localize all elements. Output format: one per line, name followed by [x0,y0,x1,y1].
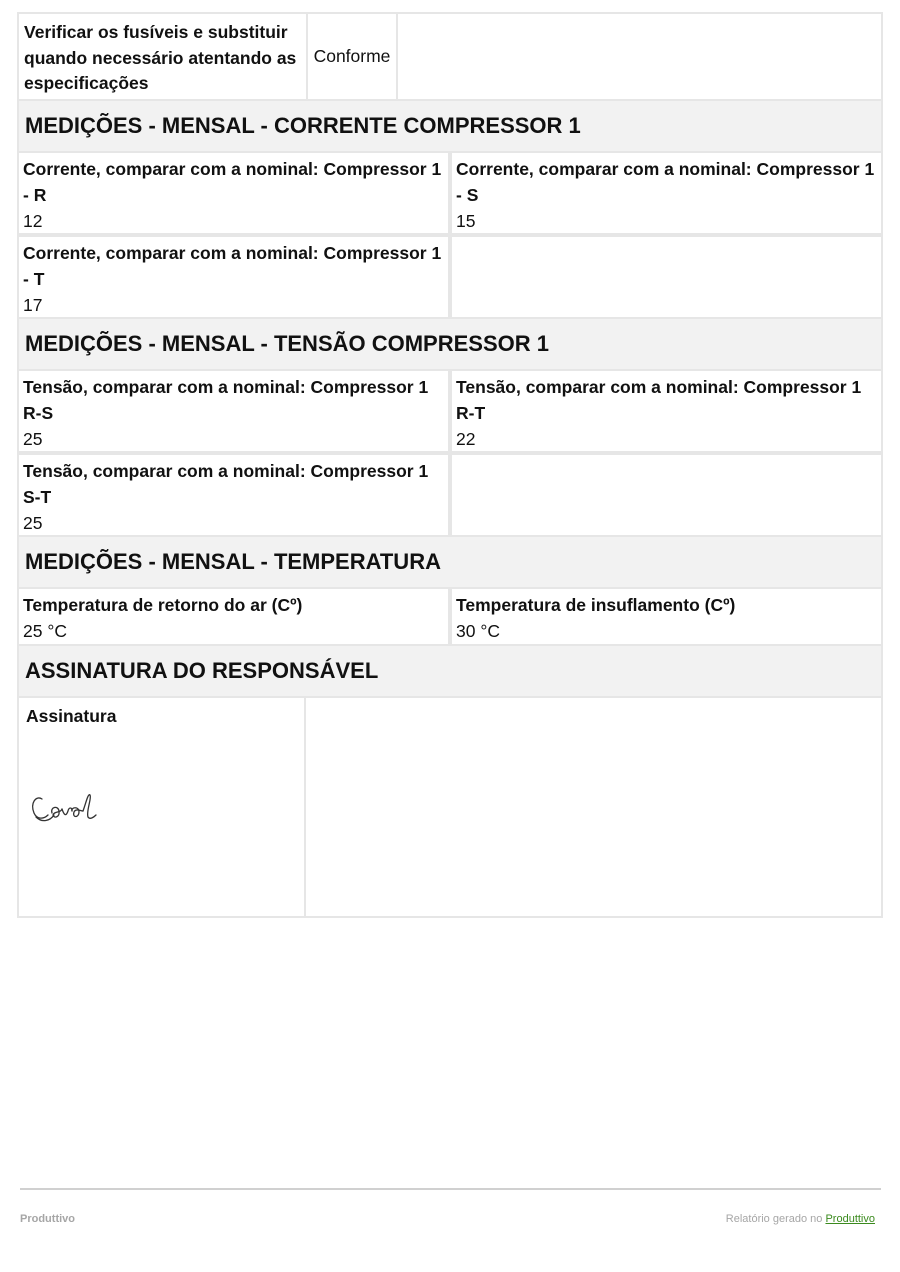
section-title-assinatura: ASSINATURA DO RESPONSÁVEL [17,646,883,696]
measurement-cell [17,151,450,235]
measurement-cell [450,151,883,235]
checklist-row [17,12,883,101]
checklist-item-notes [398,14,881,99]
section-title-tensao: MEDIÇÕES - MENSAL - TENSÃO COMPRESSOR 1 [17,319,883,369]
measurement-value: 12 [23,211,43,231]
corrente-grid [17,151,883,319]
measurement-value: 25 [23,429,43,449]
signature-cell [19,698,306,916]
measurement-label: Tensão, comparar com a nominal: Compressor 1 S-T [23,461,429,507]
section-title-temperatura: MEDIÇÕES - MENSAL - TEMPERATURA [17,537,883,587]
section-title-corrente: MEDIÇÕES - MENSAL - CORRENTE COMPRESSOR 1 [17,101,883,151]
temperatura-grid [17,587,883,646]
signature-empty-cell [306,698,881,916]
measurement-label: Tensão, comparar com a nominal: Compressor 1 R-T [456,377,862,423]
checklist-item-label: Verificar os fusíveis e substituir quando necessário atentando as especificações [19,14,308,99]
measurement-cell [17,235,450,319]
measurement-value: 17 [23,295,43,315]
measurement-value: 22 [456,429,476,449]
signature-label: Assinatura [26,706,117,726]
measurement-label: Corrente, comparar com a nominal: Compressor 1 - R [23,159,442,205]
measurement-value: 30 °C [456,621,500,641]
measurement-label: Corrente, comparar com a nominal: Compressor 1 - T [23,243,442,289]
tensao-grid [17,369,883,537]
checklist-item-status: Conforme [308,14,398,99]
measurement-label: Temperatura de retorno do ar (Cº) [23,595,303,615]
signature-image [28,789,297,834]
measurement-cell [17,587,450,646]
footer-report-text: Relatório gerado no [725,1213,823,1225]
measurement-cell [17,369,450,453]
empty-cell [450,235,883,319]
footer-brand: Produttivo [20,1213,75,1225]
measurement-value: 25 °C [23,621,67,641]
measurement-label: Corrente, comparar com a nominal: Compressor 1 - S [456,159,875,205]
measurement-value: 15 [456,211,476,231]
empty-cell [450,453,883,537]
measurement-label: Tensão, comparar com a nominal: Compressor 1 R-S [23,377,429,423]
footer-link[interactable]: Produttivo [825,1213,875,1225]
measurement-cell [17,453,450,537]
measurement-cell [450,587,883,646]
report-page [17,12,883,918]
measurement-label: Temperatura de insuflamento (Cº) [456,595,736,615]
measurement-value: 25 [23,513,43,533]
measurement-cell [450,369,883,453]
footer-divider [20,1188,881,1190]
footer-report-note [726,1213,875,1225]
signature-row [17,696,883,918]
